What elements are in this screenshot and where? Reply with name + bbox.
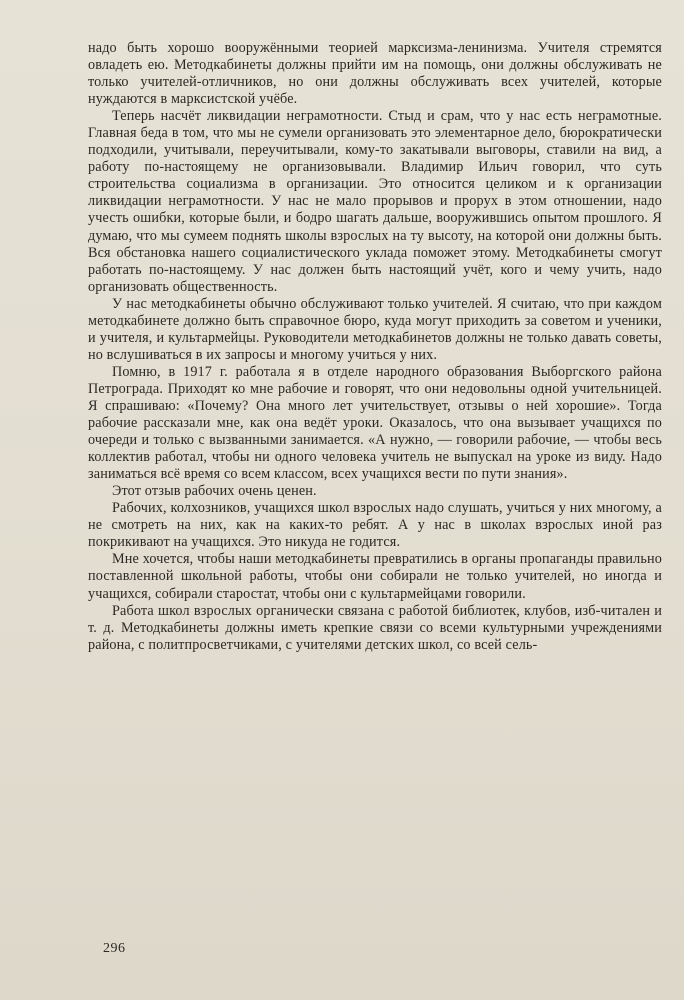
paragraph-1: надо быть хорошо вооружёнными теорией марксизма-ленинизма. Учителя стремятся овладеть ею. Методкабинеты должны прийти им на помощь, они должны обслуживать не только учителей-отличников, но они должны обслуживать всех учителей, которые нуждаются в марксистской учёбе. <box>88 40 662 108</box>
paragraph-7: Мне хочется, чтобы наши методкабинеты превратились в органы пропаганды правильно поставленной школьной работы, чтобы они собирали не только учителей, но иногда и учащихся, собирали старостат, чтобы они с культармейцами говорили. <box>88 551 662 602</box>
paragraph-2: Теперь насчёт ликвидации неграмотности. Стыд и срам, что у нас есть неграмотные. Главная беда в том, что мы не сумели организовать это элементарное дело, бюрократически подходили, учитывали, переучитывали, кому-то закатывали выговоры, ставили на вид, а работу по-настоящему не организовывали. Владимир Ильич говорил, что суть строительства социализма в организации. Это относится целиком и к организации ликвидации неграмотности. У нас не мало прорывов и прорух в этом отношении, надо учесть ошибки, которые были, и бодро шагать дальше, вооружившись опытом прошлого. Я думаю, что мы сумеем поднять школы взрослых на ту высоту, на которой они должны быть. Вся обстановка нашего социалистического уклада поможет этому. Методкабинеты смогут работать по-настоящему. У нас должен быть настоящий учёт, кого и чему учить, надо организовать общественность. <box>88 108 662 295</box>
paragraph-6: Рабочих, колхозников, учащихся школ взрослых надо слушать, учиться у них многому, а не смотреть на них, как на каких-то ребят. А у нас в школах взрослых иной раз покрикивают на учащихся. Это никуда не годится. <box>88 500 662 551</box>
page-body-text <box>88 40 662 654</box>
paragraph-5: Этот отзыв рабочих очень ценен. <box>112 483 317 500</box>
paragraph-4: Помню, в 1917 г. работала я в отделе народного образования Выборгского района Петрограда. Приходят ко мне рабочие и говорят, что они недовольны одной учительницей. Я спрашиваю: «Почему? Она много лет учительствует, отзывы о ней хорошие». Тогда рабочие рассказали мне, как она ведёт уроки. Оказалось, что она вызывает учащихся по очереди и только с вызванными занимается. «А нужно, — говорили рабочие, — чтобы весь коллектив работал, чтобы ни одного человека учитель не выпускал на уроке из виду. Надо заниматься всё время со всем классом, всех учащихся вести по пути знания». <box>88 363 662 483</box>
page-number: 296 <box>103 941 126 956</box>
paragraph-3: У нас методкабинеты обычно обслуживают только учителей. Я считаю, что при каждом методкабинете должно быть справочное бюро, куда могут приходить за советом и ученики, и учителя, и культармейцы. Руководители методкабинетов должны не только давать советы, но вслушиваться в их запросы и многому учиться у них. <box>88 295 662 363</box>
paragraph-8: Работа школ взрослых органически связана с работой библиотек, клубов, изб-читален и т. д. Методкабинеты должны иметь крепкие связи со всеми культурными учреждениями района, с политпросветчиками, с учителями детских школ, со всей сель- <box>88 602 662 653</box>
